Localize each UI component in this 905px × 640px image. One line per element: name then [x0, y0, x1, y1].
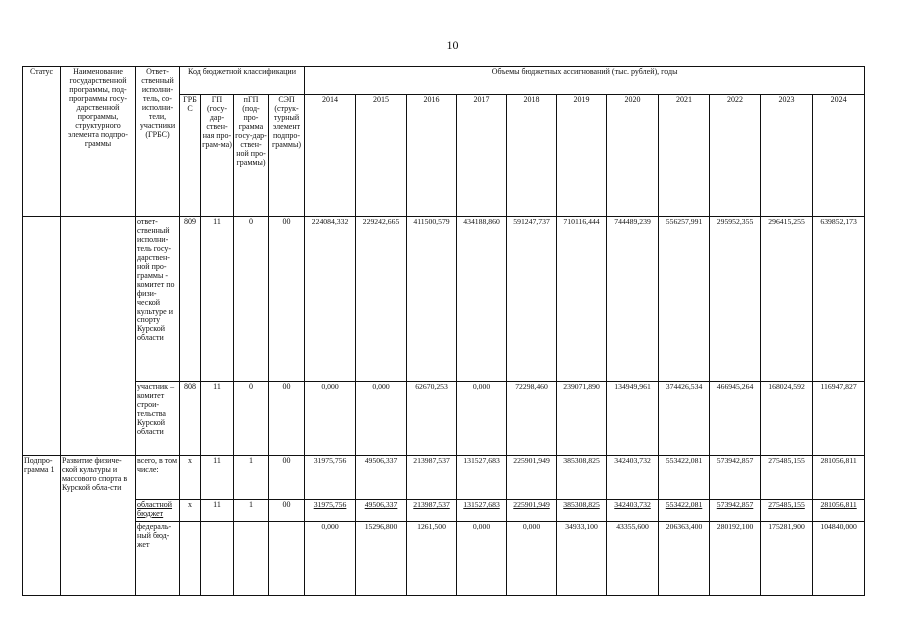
amount-cell: 1261,500: [407, 522, 457, 596]
grbs-cell: 809: [180, 217, 201, 382]
responsible-cell: ответ-ственный исполни-тель госу-дарствен-ной про-граммы - комитет по физи-ческой культуре и спорту Курской области: [136, 217, 180, 382]
page-number: 10: [446, 38, 459, 52]
name-cell: [61, 217, 136, 456]
table-row: [23, 382, 865, 456]
table-row: [23, 500, 865, 522]
table-row: [23, 217, 865, 382]
grbs-cell: [180, 522, 201, 596]
year-header: 2018: [507, 95, 557, 217]
amount-cell: 411500,579: [407, 217, 457, 382]
budget-code-header: Код бюджетной классификации: [180, 67, 305, 95]
amount-cell: 0,000: [457, 382, 507, 456]
gp-cell: 11: [201, 456, 234, 500]
header-row-1: [23, 67, 865, 95]
amount-cell: 225901,949: [507, 500, 557, 522]
amount-cell: 296415,255: [761, 217, 813, 382]
table-row: [23, 456, 865, 500]
year-header: 2022: [710, 95, 761, 217]
sep-cell: [269, 522, 305, 596]
amount-cell: 275485,155: [761, 456, 813, 500]
grbs-cell: х: [180, 500, 201, 522]
amount-cell: 374426,534: [659, 382, 710, 456]
gp-cell: 11: [201, 217, 234, 382]
amount-cell: 206363,400: [659, 522, 710, 596]
sep-cell: 00: [269, 500, 305, 522]
amount-cell: 224084,332: [305, 217, 356, 382]
amount-cell: 295952,355: [710, 217, 761, 382]
volumes-header: Объемы бюджетных ассигнований (тыс. рублей), годы: [305, 67, 865, 95]
amount-cell: 31975,756: [305, 456, 356, 500]
year-header: 2015: [356, 95, 407, 217]
amount-cell: 0,000: [356, 382, 407, 456]
amount-cell: 275485,155: [761, 500, 813, 522]
amount-cell: 0,000: [305, 522, 356, 596]
pgp-cell: [234, 522, 269, 596]
amount-cell: 104840,000: [813, 522, 865, 596]
responsible-cell: областной бюджет: [136, 500, 180, 522]
amount-cell: 281056,811: [813, 456, 865, 500]
sep-header: СЭП (струк-турный элемент подпро-граммы): [269, 95, 305, 217]
amount-cell: 72298,460: [507, 382, 557, 456]
year-header: 2017: [457, 95, 507, 217]
amount-cell: 710116,444: [557, 217, 607, 382]
amount-cell: 229242,665: [356, 217, 407, 382]
name-cell: Развитие физиче-ской культуры и массового спорта в Курской обла-сти: [61, 456, 136, 596]
amount-cell: 553422,081: [659, 500, 710, 522]
table-row: [23, 522, 865, 596]
amount-cell: 280192,100: [710, 522, 761, 596]
amount-cell: 49506,337: [356, 456, 407, 500]
year-header: 2021: [659, 95, 710, 217]
amount-cell: 342403,732: [607, 456, 659, 500]
amount-cell: 385308,825: [557, 500, 607, 522]
amount-cell: 43355,600: [607, 522, 659, 596]
gp-cell: 11: [201, 382, 234, 456]
amount-cell: 553422,081: [659, 456, 710, 500]
amount-cell: 131527,683: [457, 500, 507, 522]
pgp-cell: 0: [234, 382, 269, 456]
status-cell: [23, 217, 61, 456]
year-header: 2019: [557, 95, 607, 217]
gp-cell: [201, 522, 234, 596]
responsible-cell: участник – комитет строи-тельства Курской области: [136, 382, 180, 456]
status-cell: Подпро-грамма 1: [23, 456, 61, 596]
amount-cell: 0,000: [305, 382, 356, 456]
year-header: 2024: [813, 95, 865, 217]
responsible-cell: всего, в том числе:: [136, 456, 180, 500]
name-header: Наименование государственной программы, под-программы госу-дарственной программы, структурного элемента подпро-граммы: [61, 67, 136, 217]
pgp-header: пГП (под-про-грамма госу-дар-ствен-ной про-граммы): [234, 95, 269, 217]
year-header: 2023: [761, 95, 813, 217]
amount-cell: 239071,890: [557, 382, 607, 456]
amount-cell: 591247,737: [507, 217, 557, 382]
grbs-cell: 808: [180, 382, 201, 456]
pgp-cell: 0: [234, 217, 269, 382]
budget-table: [22, 66, 865, 596]
gp-header: ГП (госу-дар-ствен-ная про-грам-ма): [201, 95, 234, 217]
amount-cell: 434188,860: [457, 217, 507, 382]
amount-cell: 15296,800: [356, 522, 407, 596]
amount-cell: 49506,337: [356, 500, 407, 522]
status-header: Статус: [23, 67, 61, 217]
amount-cell: 466945,264: [710, 382, 761, 456]
grbs-header: ГРБ С: [180, 95, 201, 217]
amount-cell: 31975,756: [305, 500, 356, 522]
amount-cell: 175281,900: [761, 522, 813, 596]
sep-cell: 00: [269, 217, 305, 382]
amount-cell: 573942,857: [710, 500, 761, 522]
amount-cell: 213987,537: [407, 456, 457, 500]
amount-cell: 168024,592: [761, 382, 813, 456]
sep-cell: 00: [269, 382, 305, 456]
amount-cell: 281056,811: [813, 500, 865, 522]
pgp-cell: 1: [234, 500, 269, 522]
amount-cell: 62670,253: [407, 382, 457, 456]
amount-cell: 573942,857: [710, 456, 761, 500]
responsible-cell: федераль-ный бюд-жет: [136, 522, 180, 596]
amount-cell: 0,000: [457, 522, 507, 596]
amount-cell: 213987,537: [407, 500, 457, 522]
gp-cell: 11: [201, 500, 234, 522]
amount-cell: 116947,827: [813, 382, 865, 456]
pgp-cell: 1: [234, 456, 269, 500]
amount-cell: 0,000: [507, 522, 557, 596]
amount-cell: 639852,173: [813, 217, 865, 382]
sep-cell: 00: [269, 456, 305, 500]
year-header: 2016: [407, 95, 457, 217]
amount-cell: 744489,239: [607, 217, 659, 382]
year-header: 2020: [607, 95, 659, 217]
responsible-header: Ответ-ственный исполни-тель, со-исполни-тели, участники (ГРБС): [136, 67, 180, 217]
grbs-cell: х: [180, 456, 201, 500]
amount-cell: 131527,683: [457, 456, 507, 500]
amount-cell: 225901,949: [507, 456, 557, 500]
amount-cell: 342403,732: [607, 500, 659, 522]
amount-cell: 556257,991: [659, 217, 710, 382]
year-header: 2014: [305, 95, 356, 217]
amount-cell: 34933,100: [557, 522, 607, 596]
amount-cell: 385308,825: [557, 456, 607, 500]
amount-cell: 134949,961: [607, 382, 659, 456]
